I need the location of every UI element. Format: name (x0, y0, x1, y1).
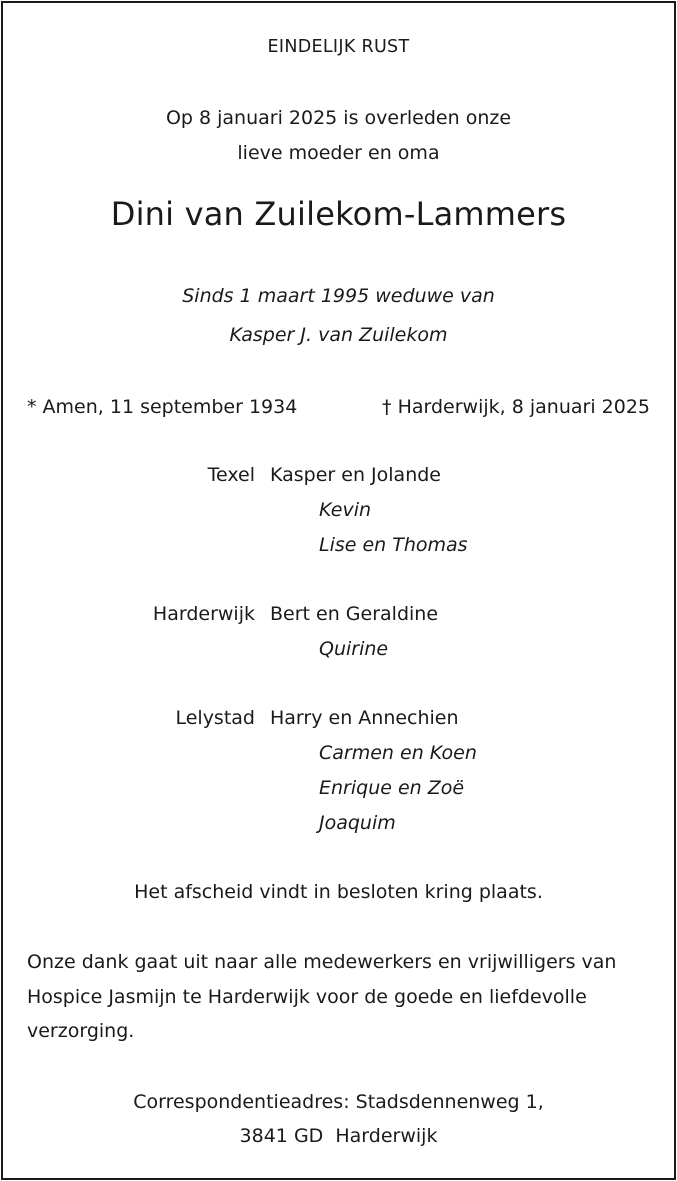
intro-line-2: lieve moeder en oma (237, 142, 440, 164)
thanks-paragraph (27, 945, 657, 1049)
widow-line-1: Sinds 1 maart 1995 weduwe van (182, 285, 495, 307)
farewell-notice: Het afscheid vindt in besloten kring plaats. (134, 881, 543, 903)
thanks-line: Hospice Jasmijn te Harderwijk voor de goede en liefdevolle (27, 985, 587, 1008)
family-city: Lelystad (175, 707, 255, 729)
birth-info: * Amen, 11 september 1934 (27, 396, 298, 418)
correspondence-line-1: Correspondentieadres: Stadsdennenweg 1, (133, 1091, 544, 1113)
widow-line-2: Kasper J. van Zuilekom (229, 324, 448, 346)
family-grandchildren: Joaquim (319, 812, 396, 834)
family-grandchildren: Carmen en Koen (319, 742, 477, 764)
family-grandchildren: Enrique en Zoë (319, 777, 465, 799)
family-city: Harderwijk (152, 603, 255, 625)
thanks-line: Onze dank gaat uit naar alle medewerkers en vrijwilligers van (27, 951, 617, 973)
family-city: Texel (207, 464, 255, 486)
family-children: Kasper en Jolande (270, 464, 441, 486)
announcement-header: EINDELIJK RUST (267, 37, 410, 57)
correspondence-line-2: 3841 GD Harderwijk (239, 1125, 438, 1147)
family-grandchildren: Kevin (319, 499, 372, 521)
family-grandchildren: Lise en Thomas (319, 534, 468, 556)
family-children: Bert en Geraldine (270, 603, 439, 625)
intro-line-1: Op 8 januari 2025 is overleden onze (165, 107, 512, 129)
death-info: † Harderwijk, 8 januari 2025 (382, 396, 650, 418)
thanks-line: verzorging. (27, 1020, 135, 1042)
deceased-name: Dini van Zuilekom-Lammers (110, 195, 567, 233)
family-children: Harry en Annechien (270, 707, 459, 729)
family-grandchildren: Quirine (319, 638, 389, 660)
